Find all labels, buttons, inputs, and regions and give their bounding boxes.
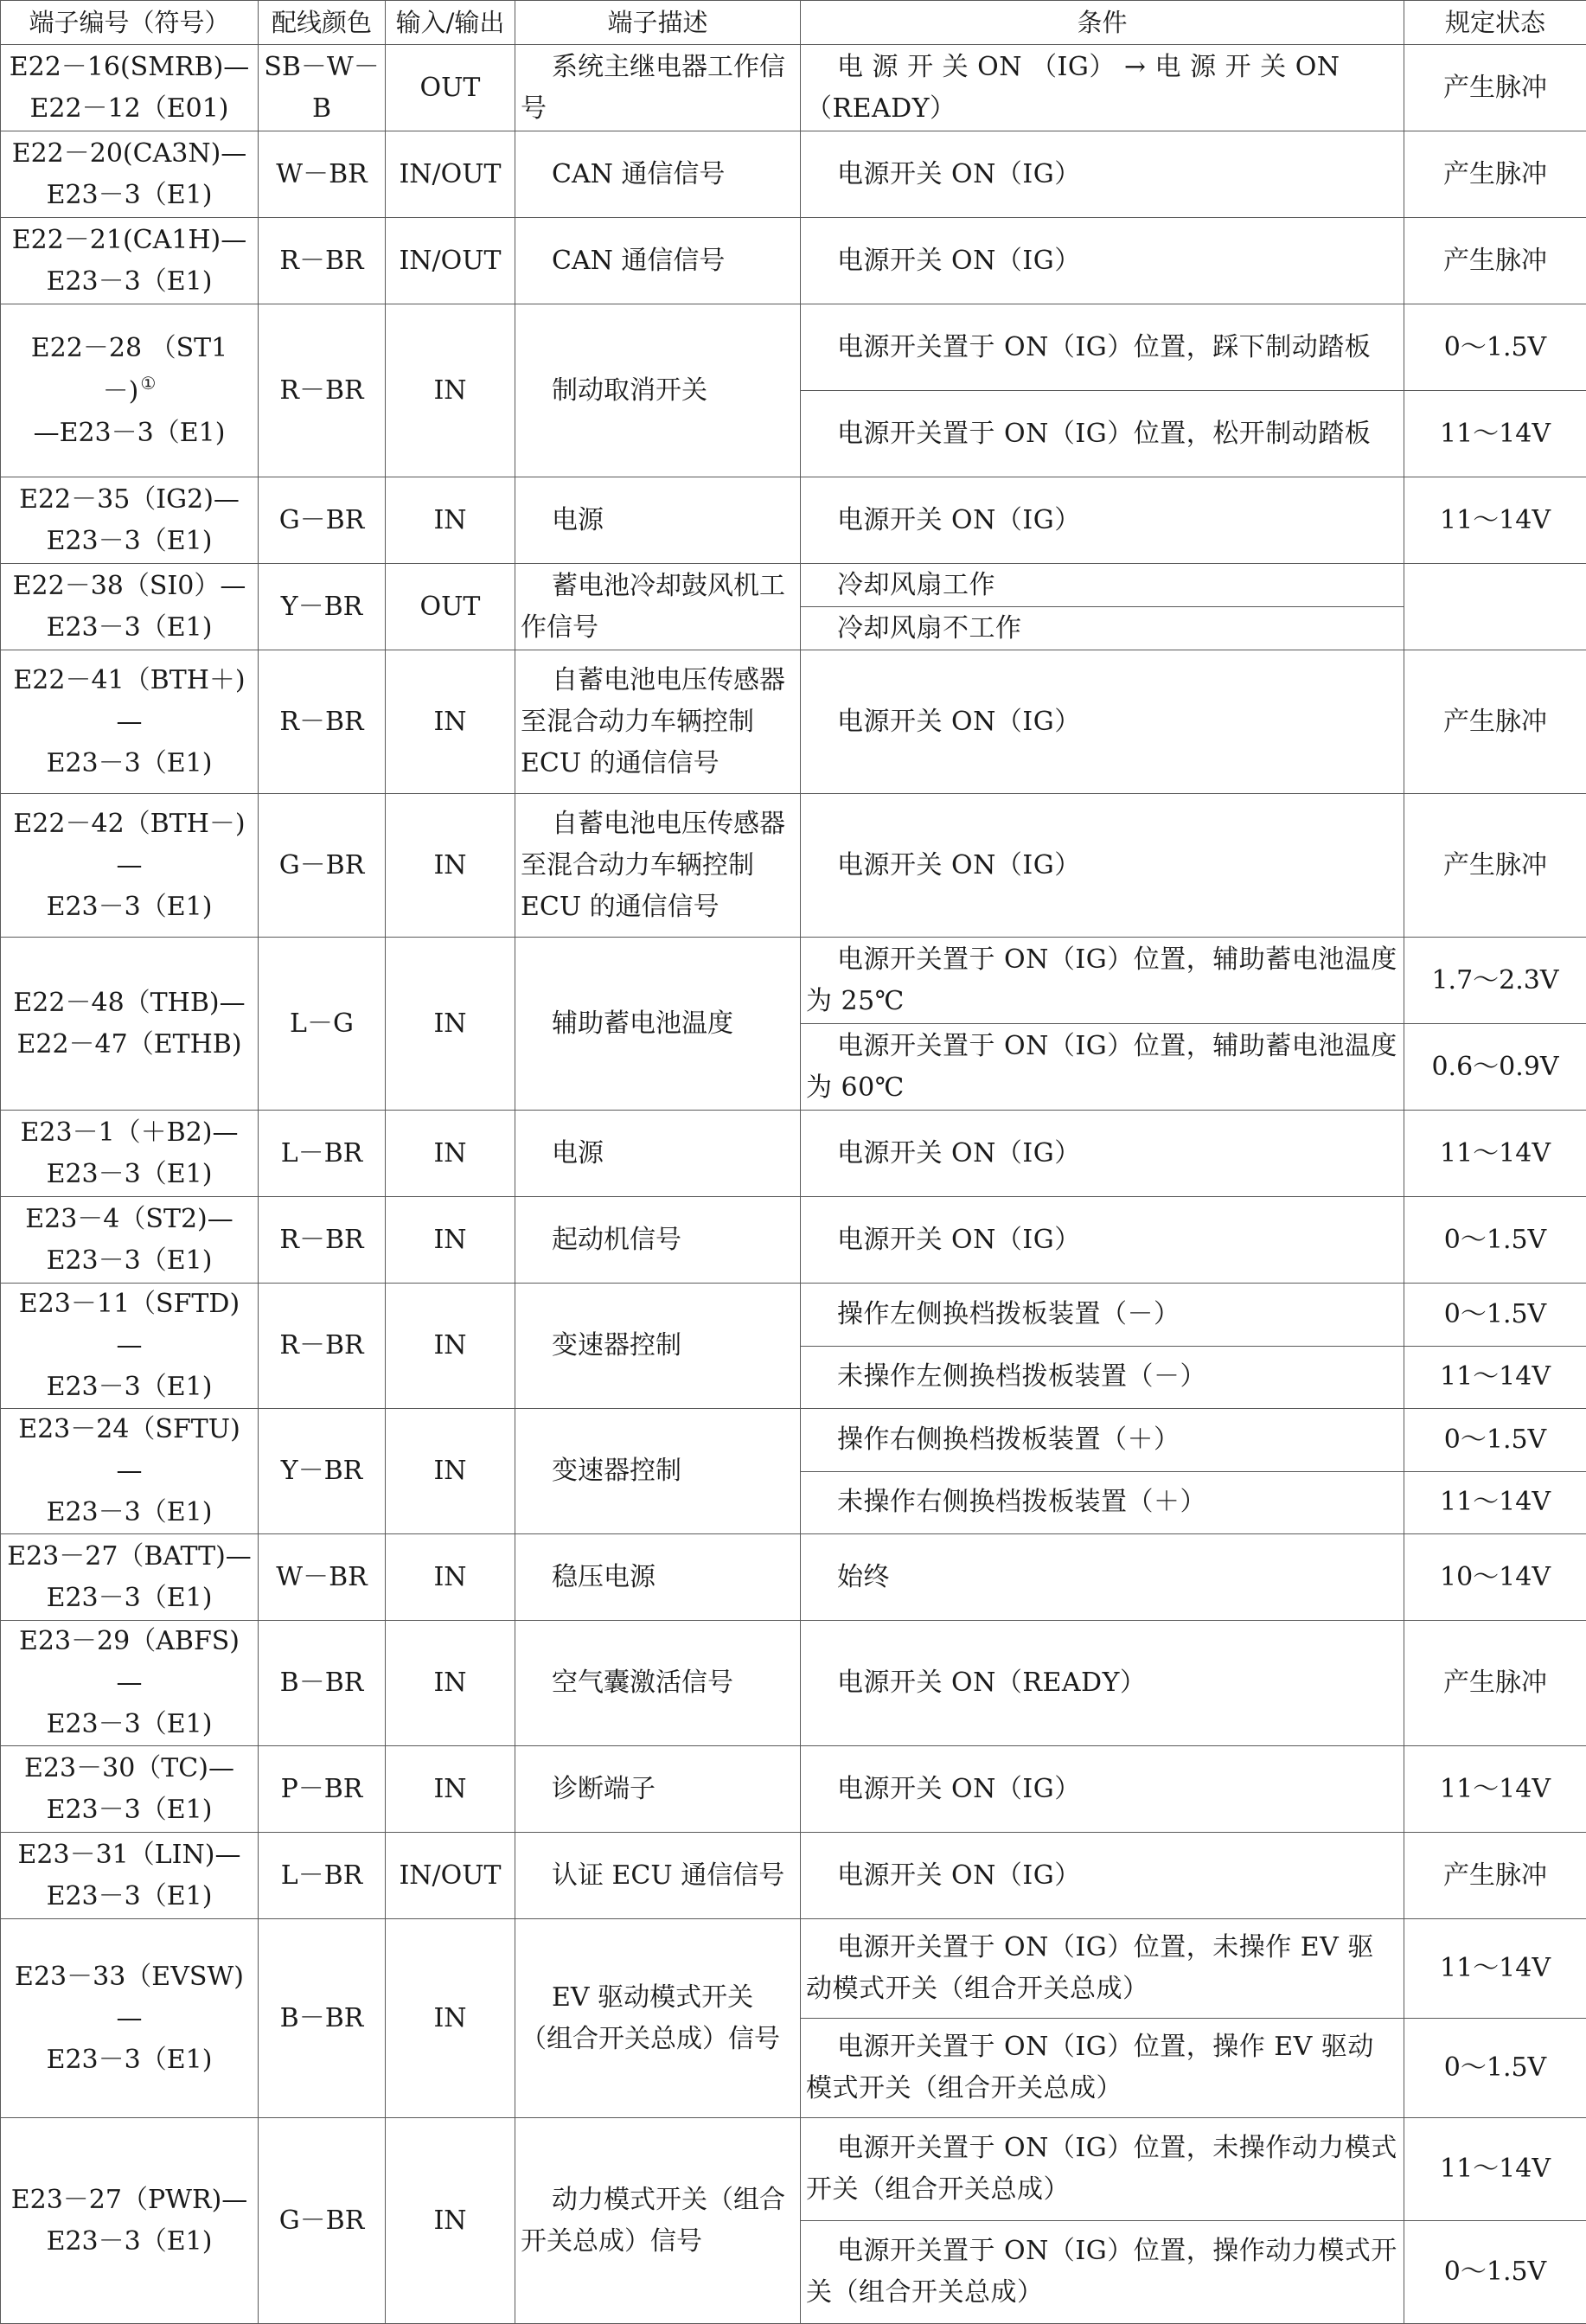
- table-row: [1, 1621, 1586, 1746]
- io-cell: IN: [386, 304, 515, 477]
- table-row: [1, 938, 1586, 1024]
- io-cell: IN: [386, 650, 515, 794]
- standard-state-cell: 11～14V: [1404, 1919, 1586, 2019]
- condition-cell: 未操作左侧换档拨板装置（－）: [801, 1346, 1404, 1409]
- terminal-line: E23－3（E1): [6, 1367, 253, 1408]
- standard-state-cell: 0～1.5V: [1404, 2019, 1586, 2118]
- terminal-line: E23－11（SFTD)—: [6, 1284, 253, 1367]
- table-row: [1, 1284, 1586, 1347]
- io-cell: IN: [386, 794, 515, 938]
- terminal-cell: [1, 1833, 259, 1919]
- terminal-line: E23－3（E1): [6, 261, 253, 303]
- condition-cell: 电源开关 ON（IG）: [801, 650, 1404, 794]
- io-cell: IN: [386, 1197, 515, 1284]
- standard-state-cell: 产生脉冲: [1404, 794, 1586, 938]
- condition-cell: 电源开关 ON（IG）: [801, 1111, 1404, 1197]
- standard-state-cell: 11～14V: [1404, 1111, 1586, 1197]
- terminal-line: E22－21(CA1H)—: [6, 220, 253, 261]
- header-terminal: 端子编号（符号）: [1, 1, 259, 45]
- io-cell: OUT: [386, 45, 515, 131]
- standard-state-cell: 产生脉冲: [1404, 45, 1586, 131]
- wire-color-cell: R－BR: [259, 1197, 386, 1284]
- wire-color-cell: Y－BR: [259, 1409, 386, 1534]
- io-cell: IN/OUT: [386, 1833, 515, 1919]
- io-cell: IN/OUT: [386, 218, 515, 304]
- io-cell: IN: [386, 1534, 515, 1621]
- table-row: [1, 1534, 1586, 1621]
- io-cell: IN: [386, 938, 515, 1111]
- standard-state-cell: 0～1.5V: [1404, 1197, 1586, 1284]
- table-row: [1, 1833, 1586, 1919]
- standard-state-cell: 11～14V: [1404, 477, 1586, 564]
- terminal-cell: [1, 477, 259, 564]
- condition-cell: 电源开关置于 ON（IG）位置，辅助蓄电池温度为 60℃: [801, 1024, 1404, 1111]
- condition-cell: 始终: [801, 1534, 1404, 1621]
- terminal-cell: [1, 1621, 259, 1746]
- header-description: 端子描述: [515, 1, 801, 45]
- terminal-cell: [1, 304, 259, 477]
- terminal-line: E23－30（TC)—: [6, 1748, 253, 1789]
- terminal-line: E23－3（E1): [6, 743, 253, 784]
- condition-cell: 电源开关 ON（IG）: [801, 1197, 1404, 1284]
- wire-color-cell: B－BR: [259, 1919, 386, 2118]
- terminal-cell: [1, 1534, 259, 1621]
- condition-cell: 电源开关 ON（READY）: [801, 1621, 1404, 1746]
- standard-state-cell: 产生脉冲: [1404, 1621, 1586, 1746]
- table-row: [1, 1111, 1586, 1197]
- wire-color-cell: L－G: [259, 938, 386, 1111]
- io-cell: IN: [386, 1284, 515, 1409]
- wire-color-cell: R－BR: [259, 304, 386, 477]
- io-cell: IN: [386, 1409, 515, 1534]
- terminal-line: E23－3（E1): [6, 1876, 253, 1917]
- terminal-text: E22－28 （ST1－): [31, 333, 227, 407]
- standard-state-cell: 0～1.5V: [1404, 1409, 1586, 1472]
- standard-state-cell: 0～1.5V: [1404, 2221, 1586, 2324]
- terminal-cell: [1, 1409, 259, 1534]
- io-cell: IN: [386, 477, 515, 564]
- terminal-line: E23－31（LIN)—: [6, 1834, 253, 1876]
- io-cell: IN: [386, 1621, 515, 1746]
- terminal-line: E23－3（E1): [6, 1578, 253, 1619]
- standard-state-cell: 11～14V: [1404, 2118, 1586, 2221]
- wire-color-cell: W－BR: [259, 1534, 386, 1621]
- table-row: [1, 45, 1586, 131]
- wire-color-cell: P－BR: [259, 1746, 386, 1833]
- condition-cell: 操作右侧换档拨板装置（＋）: [801, 1409, 1404, 1472]
- standard-state-cell: 产生脉冲: [1404, 650, 1586, 794]
- terminal-cell: [1, 1197, 259, 1284]
- standard-state-cell: 11～14V: [1404, 1746, 1586, 1833]
- description-cell: 认证 ECU 通信信号: [515, 1833, 801, 1919]
- description-cell: EV 驱动模式开关（组合开关总成）信号: [515, 1919, 801, 2118]
- description-cell: 起动机信号: [515, 1197, 801, 1284]
- terminal-line: E23－3（E1): [6, 1704, 253, 1745]
- io-cell: IN: [386, 1111, 515, 1197]
- table-body: [1, 45, 1586, 2324]
- terminal-line: E22－41（BTH＋)—: [6, 660, 253, 743]
- condition-cell: 电源开关 ON（IG）: [801, 477, 1404, 564]
- description-cell: 蓄电池冷却鼓风机工作信号: [515, 564, 801, 650]
- condition-cell: 冷却风扇工作: [801, 564, 1404, 607]
- terminal-line: E23－3（E1): [6, 1492, 253, 1533]
- table-row: [1, 218, 1586, 304]
- terminal-line: E23－27（PWR)—: [6, 2180, 253, 2221]
- io-cell: IN/OUT: [386, 131, 515, 218]
- terminal-line: E23－33（EVSW)—: [6, 1956, 253, 2039]
- terminal-cell: [1, 938, 259, 1111]
- condition-cell: 未操作右侧换档拨板装置（＋）: [801, 1471, 1404, 1534]
- io-cell: IN: [386, 1746, 515, 1833]
- wire-color-cell: SB－W－B: [259, 45, 386, 131]
- description-cell: 诊断端子: [515, 1746, 801, 1833]
- terminal-cell: [1, 218, 259, 304]
- wire-color-cell: B－BR: [259, 1621, 386, 1746]
- terminal-cell: [1, 564, 259, 650]
- standard-state-cell: 产生脉冲: [1404, 131, 1586, 218]
- table-row: [1, 794, 1586, 938]
- description-cell: 变速器控制: [515, 1284, 801, 1409]
- condition-cell: 电源开关置于 ON（IG）位置，操作动力模式开关（组合开关总成）: [801, 2221, 1404, 2324]
- terminal-cell: [1, 1919, 259, 2118]
- wire-color-cell: L－BR: [259, 1111, 386, 1197]
- description-cell: 电源: [515, 1111, 801, 1197]
- condition-cell: 电源开关 ON（IG）: [801, 218, 1404, 304]
- standard-state-cell: 产生脉冲: [1404, 1833, 1586, 1919]
- terminal-line: E23－3（E1): [6, 521, 253, 562]
- terminal-line: E22－35（IG2)—: [6, 479, 253, 521]
- standard-state-cell: 11～14V: [1404, 1346, 1586, 1409]
- description-cell: 动力模式开关（组合开关总成）信号: [515, 2118, 801, 2324]
- terminal-line: E22－42（BTH－)—: [6, 803, 253, 887]
- standard-state-cell: [1404, 564, 1586, 650]
- description-cell: 空气囊激活信号: [515, 1621, 801, 1746]
- terminal-line: E23－3（E1): [6, 2039, 253, 2081]
- condition-cell: 电源开关置于 ON（IG）位置，未操作 EV 驱动模式开关（组合开关总成）: [801, 1919, 1404, 2019]
- condition-cell: 电源开关 ON（IG）: [801, 1746, 1404, 1833]
- condition-cell: 操作左侧换档拨板装置（－）: [801, 1284, 1404, 1347]
- terminal-line: E23－3（E1): [6, 2221, 253, 2263]
- table-row: [1, 131, 1586, 218]
- terminal-line: E23－1（＋B2)—: [6, 1112, 253, 1154]
- terminal-line: E22－16(SMRB)—: [6, 47, 253, 88]
- table-row: [1, 1919, 1586, 2019]
- description-cell: CAN 通信信号: [515, 218, 801, 304]
- terminal-line: E23－3（E1): [6, 607, 253, 649]
- terminal-line: E23－3（E1): [6, 1789, 253, 1831]
- wire-color-cell: W－BR: [259, 131, 386, 218]
- terminal-line: E23－3（E1): [6, 1240, 253, 1282]
- description-cell: 稳压电源: [515, 1534, 801, 1621]
- table-row: [1, 2118, 1586, 2221]
- wire-color-cell: Y－BR: [259, 564, 386, 650]
- standard-state-cell: 11～14V: [1404, 1471, 1586, 1534]
- standard-state-cell: 0～1.5V: [1404, 1284, 1586, 1347]
- standard-state-cell: 0～1.5V: [1404, 304, 1586, 391]
- condition-cell: 电 源 开 关 ON （IG） → 电 源 开 关 ON（READY）: [801, 45, 1404, 131]
- condition-cell: 电源开关置于 ON（IG）位置，辅助蓄电池温度为 25℃: [801, 938, 1404, 1024]
- terminal-line: E23－4（ST2)—: [6, 1199, 253, 1240]
- header-row: [1, 1, 1586, 45]
- condition-cell: 电源开关置于 ON（IG）位置，操作 EV 驱动模式开关（组合开关总成）: [801, 2019, 1404, 2118]
- condition-cell: 电源开关 ON（IG）: [801, 794, 1404, 938]
- terminal-line: E23－3（E1): [6, 175, 253, 216]
- description-cell: 变速器控制: [515, 1409, 801, 1534]
- header-standard-state: 规定状态: [1404, 1, 1586, 45]
- terminal-line-wrap: [6, 328, 253, 413]
- standard-state-cell: 1.7～2.3V: [1404, 938, 1586, 1024]
- terminal-line: E23－24（SFTU)—: [6, 1409, 253, 1492]
- description-cell: 电源: [515, 477, 801, 564]
- condition-cell: 电源开关置于 ON（IG）位置，松开制动踏板: [801, 391, 1404, 477]
- wire-color-cell: G－BR: [259, 477, 386, 564]
- terminal-cell: [1, 1284, 259, 1409]
- io-cell: IN: [386, 1919, 515, 2118]
- standard-state-cell: 11～14V: [1404, 391, 1586, 477]
- description-cell: 自蓄电池电压传感器至混合动力车辆控制 ECU 的通信信号: [515, 650, 801, 794]
- terminal-line: E22－12（E01): [6, 88, 253, 130]
- condition-cell: 电源开关置于 ON（IG）位置，未操作动力模式开关（组合开关总成）: [801, 2118, 1404, 2221]
- terminal-cell: [1, 1111, 259, 1197]
- terminal-cell: [1, 2118, 259, 2324]
- terminal-line: E22－38（SI0）—: [6, 566, 253, 607]
- standard-state-cell: 10～14V: [1404, 1534, 1586, 1621]
- description-cell: CAN 通信信号: [515, 131, 801, 218]
- terminal-line: E23－27（BATT)—: [6, 1536, 253, 1578]
- wire-color-cell: R－BR: [259, 650, 386, 794]
- table-row: [1, 650, 1586, 794]
- table-row: [1, 1746, 1586, 1833]
- terminal-cell: [1, 650, 259, 794]
- condition-cell: 电源开关置于 ON（IG）位置，踩下制动踏板: [801, 304, 1404, 391]
- header-wire-color: 配线颜色: [259, 1, 386, 45]
- table-row: [1, 304, 1586, 391]
- description-cell: 制动取消开关: [515, 304, 801, 477]
- condition-cell: 冷却风扇不工作: [801, 607, 1404, 650]
- condition-cell: 电源开关 ON（IG）: [801, 131, 1404, 218]
- terminal-cell: [1, 1746, 259, 1833]
- terminal-cell: [1, 45, 259, 131]
- header-io: 输入/输出: [386, 1, 515, 45]
- footnote-mark: ①: [140, 373, 156, 394]
- terminal-line: E22－47（ETHB): [6, 1024, 253, 1066]
- wire-color-cell: R－BR: [259, 218, 386, 304]
- io-cell: OUT: [386, 564, 515, 650]
- terminal-line: E23－3（E1): [6, 1154, 253, 1195]
- standard-state-cell: 0.6～0.9V: [1404, 1024, 1586, 1111]
- terminal-line: E23－3（E1): [6, 887, 253, 928]
- wire-color-cell: R－BR: [259, 1284, 386, 1409]
- table-row: [1, 477, 1586, 564]
- condition-cell: 电源开关 ON（IG）: [801, 1833, 1404, 1919]
- terminal-line: E22－20(CA3N)—: [6, 133, 253, 175]
- header-condition: 条件: [801, 1, 1404, 45]
- wire-color-cell: G－BR: [259, 2118, 386, 2324]
- table-row: [1, 1197, 1586, 1284]
- io-cell: IN: [386, 2118, 515, 2324]
- terminal-line: —E23－3（E1): [6, 413, 253, 454]
- description-cell: 辅助蓄电池温度: [515, 938, 801, 1111]
- terminal-line: E23－29（ABFS)—: [6, 1621, 253, 1704]
- terminal-line: E22－48（THB)—: [6, 983, 253, 1024]
- wire-color-cell: G－BR: [259, 794, 386, 938]
- table-row: [1, 564, 1586, 607]
- wire-color-cell: L－BR: [259, 1833, 386, 1919]
- terminal-cell: [1, 794, 259, 938]
- terminal-cell: [1, 131, 259, 218]
- description-cell: 自蓄电池电压传感器至混合动力车辆控制 ECU 的通信信号: [515, 794, 801, 938]
- standard-state-cell: 产生脉冲: [1404, 218, 1586, 304]
- table-row: [1, 1409, 1586, 1472]
- description-cell: 系统主继电器工作信号: [515, 45, 801, 131]
